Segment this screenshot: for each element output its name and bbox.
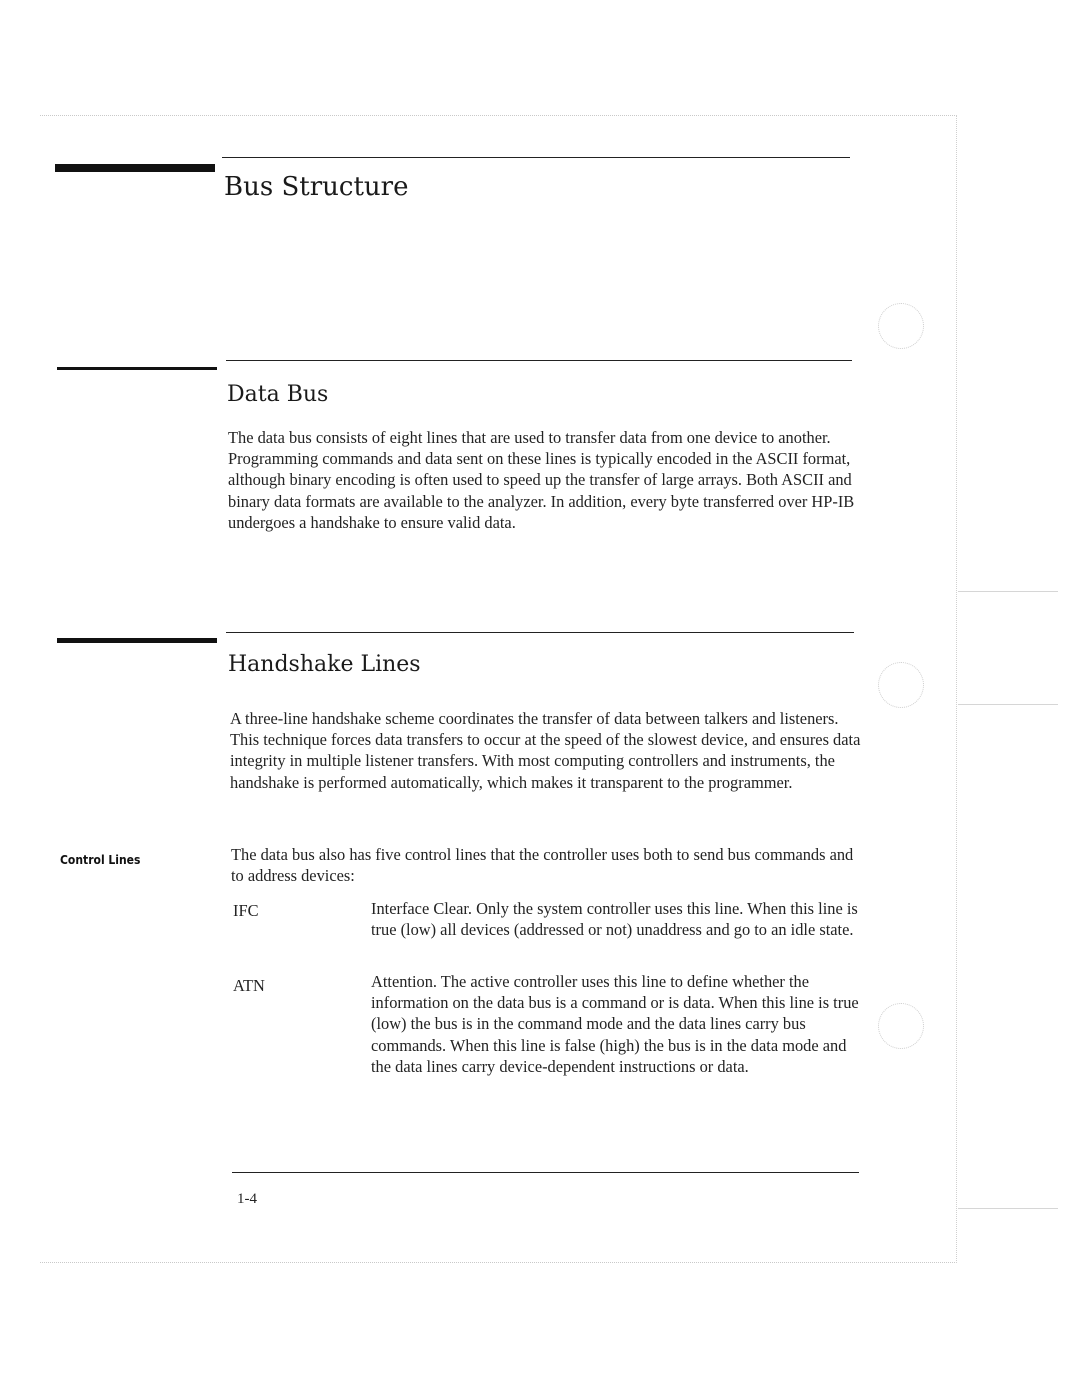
footer-rule: [232, 1172, 859, 1173]
binder-hole-top: [878, 303, 924, 349]
control-lines-intro: The data bus also has five control lines that the controller uses both to send bus commands and to address devices:: [231, 845, 854, 886]
binder-hole-bottom: [878, 1003, 924, 1049]
section-bar-data-bus: [57, 367, 217, 370]
definition-ifc: Interface Clear. Only the system controller uses this line. When this line is true (low) all devices (addressed or not) unaddress and go to an idle state.: [371, 899, 858, 940]
term-atn: ATN: [233, 976, 265, 995]
section-rule-data-bus: [226, 360, 852, 361]
control-lines-label: Control Lines: [60, 853, 141, 867]
definition-atn: Attention. The active controller uses this line to define whether the information on the data bus is a command or is data. When this line is true (low) the bus is in the command mode and the data lines carry bus commands. When this line is false (high) the bus is in the data mode and the data lines carry device-dependent instructions or data.: [371, 972, 859, 1076]
tab-edge-1: [958, 591, 1058, 592]
heading-data-bus: Data Bus: [227, 382, 329, 407]
scan-edge-bottom: [40, 1262, 955, 1263]
tab-edge-2: [958, 704, 1058, 705]
section-rule-bus-structure: [222, 157, 850, 158]
heading-handshake-lines: Handshake Lines: [228, 652, 421, 677]
term-ifc: IFC: [233, 901, 259, 920]
section-bar-handshake: [57, 638, 217, 643]
handshake-paragraph: A three-line handshake scheme coordinates the transfer of data between talkers and listeners. This technique forces data transfers to occur at the speed of the slowest device, and ensures data integrity in multiple listener transfers. With most computing controllers and instruments, the handshake is performed automatically, which makes it transparent to the programmer.: [230, 709, 861, 792]
data-bus-paragraph: The data bus consists of eight lines that are used to transfer data from one device to another. Programming commands and data sent on these lines is typically encoded in the ASCII format, although binary encoding is often used to speed up the transfer of large arrays. Both ASCII and binary data formats are available to the analyzer. In addition, every byte transferred over HP-IB undergoes a handshake to ensure valid data.: [228, 428, 855, 532]
page-edge-right: [956, 115, 957, 1263]
page-number: 1-4: [237, 1191, 257, 1207]
scan-edge-top: [40, 115, 955, 116]
section-rule-handshake: [226, 632, 854, 633]
heading-bus-structure: Bus Structure: [224, 172, 409, 202]
binder-hole-middle: [878, 662, 924, 708]
tab-edge-3: [958, 1208, 1058, 1209]
section-bar-bus-structure: [55, 164, 215, 172]
